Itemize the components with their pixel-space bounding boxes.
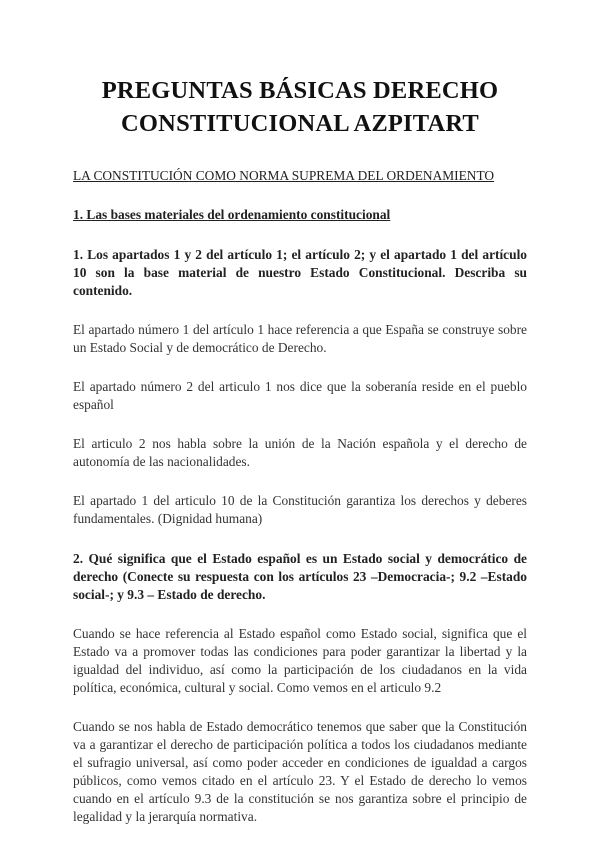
answer-paragraph: Cuando se hace referencia al Estado español como Estado social, significa que el Estado va a promover todas las condiciones para poder garantizar la libertad y la igualdad del individuo, así como la participación de los ciudadanos en la vida política, económica, cultural y social. Como vemos en el articulo 9.2 xyxy=(73,626,527,695)
answer-paragraph: El apartado número 1 del artículo 1 hace referencia a que España se construye sobre un Estado Social y de democrático de Derecho. xyxy=(73,322,527,355)
subsection-heading: 1. Las bases materiales del ordenamiento constitucional xyxy=(73,207,391,222)
question-1: 1. Los apartados 1 y 2 del artículo 1; el artículo 2; y el apartado 1 del artículo 10 son la base material de nuestro Estado Constitucional. Describa su contenido. xyxy=(73,247,527,298)
document-page xyxy=(73,74,527,826)
answer-paragraph: Cuando se nos habla de Estado democrático tenemos que saber que la Constitución va a garantizar el derecho de participación política a todos los ciudadanos mediante el sufragio universal, así como poder acceder en condiciones de igualdad a cargos públicos, como vemos citado en el artículo 23. Y el Estado de derecho lo vemos cuando en el artículo 9.3 de la constitución se nos garantiza sobre el principio de legalidad y la jerarquía normativa. xyxy=(73,719,527,824)
question-2: 2. Qué significa que el Estado español es un Estado social y democrático de derecho (Conecte su respuesta con los artículos 23 –Democracia-; 9.2 –Estado social-; y 9.3 – Estado de derecho. xyxy=(73,551,527,602)
title-line-1: PREGUNTAS BÁSICAS DERECHO xyxy=(101,77,499,104)
answer-paragraph: El apartado número 2 del articulo 1 nos dice que la soberanía reside en el pueblo español xyxy=(73,379,527,412)
section-heading: LA CONSTITUCIÓN COMO NORMA SUPREMA DEL ORDENAMIENTO xyxy=(73,168,495,183)
answer-paragraph: El articulo 2 nos habla sobre la unión de la Nación española y el derecho de autonomía de las nacionalidades. xyxy=(73,436,527,469)
title-line-2: CONSTITUCIONAL AZPITART xyxy=(121,110,479,137)
document-title xyxy=(73,74,527,140)
answer-paragraph: El apartado 1 del articulo 10 de la Constitución garantiza los derechos y deberes fundamentales. (Dignidad humana) xyxy=(73,493,527,526)
